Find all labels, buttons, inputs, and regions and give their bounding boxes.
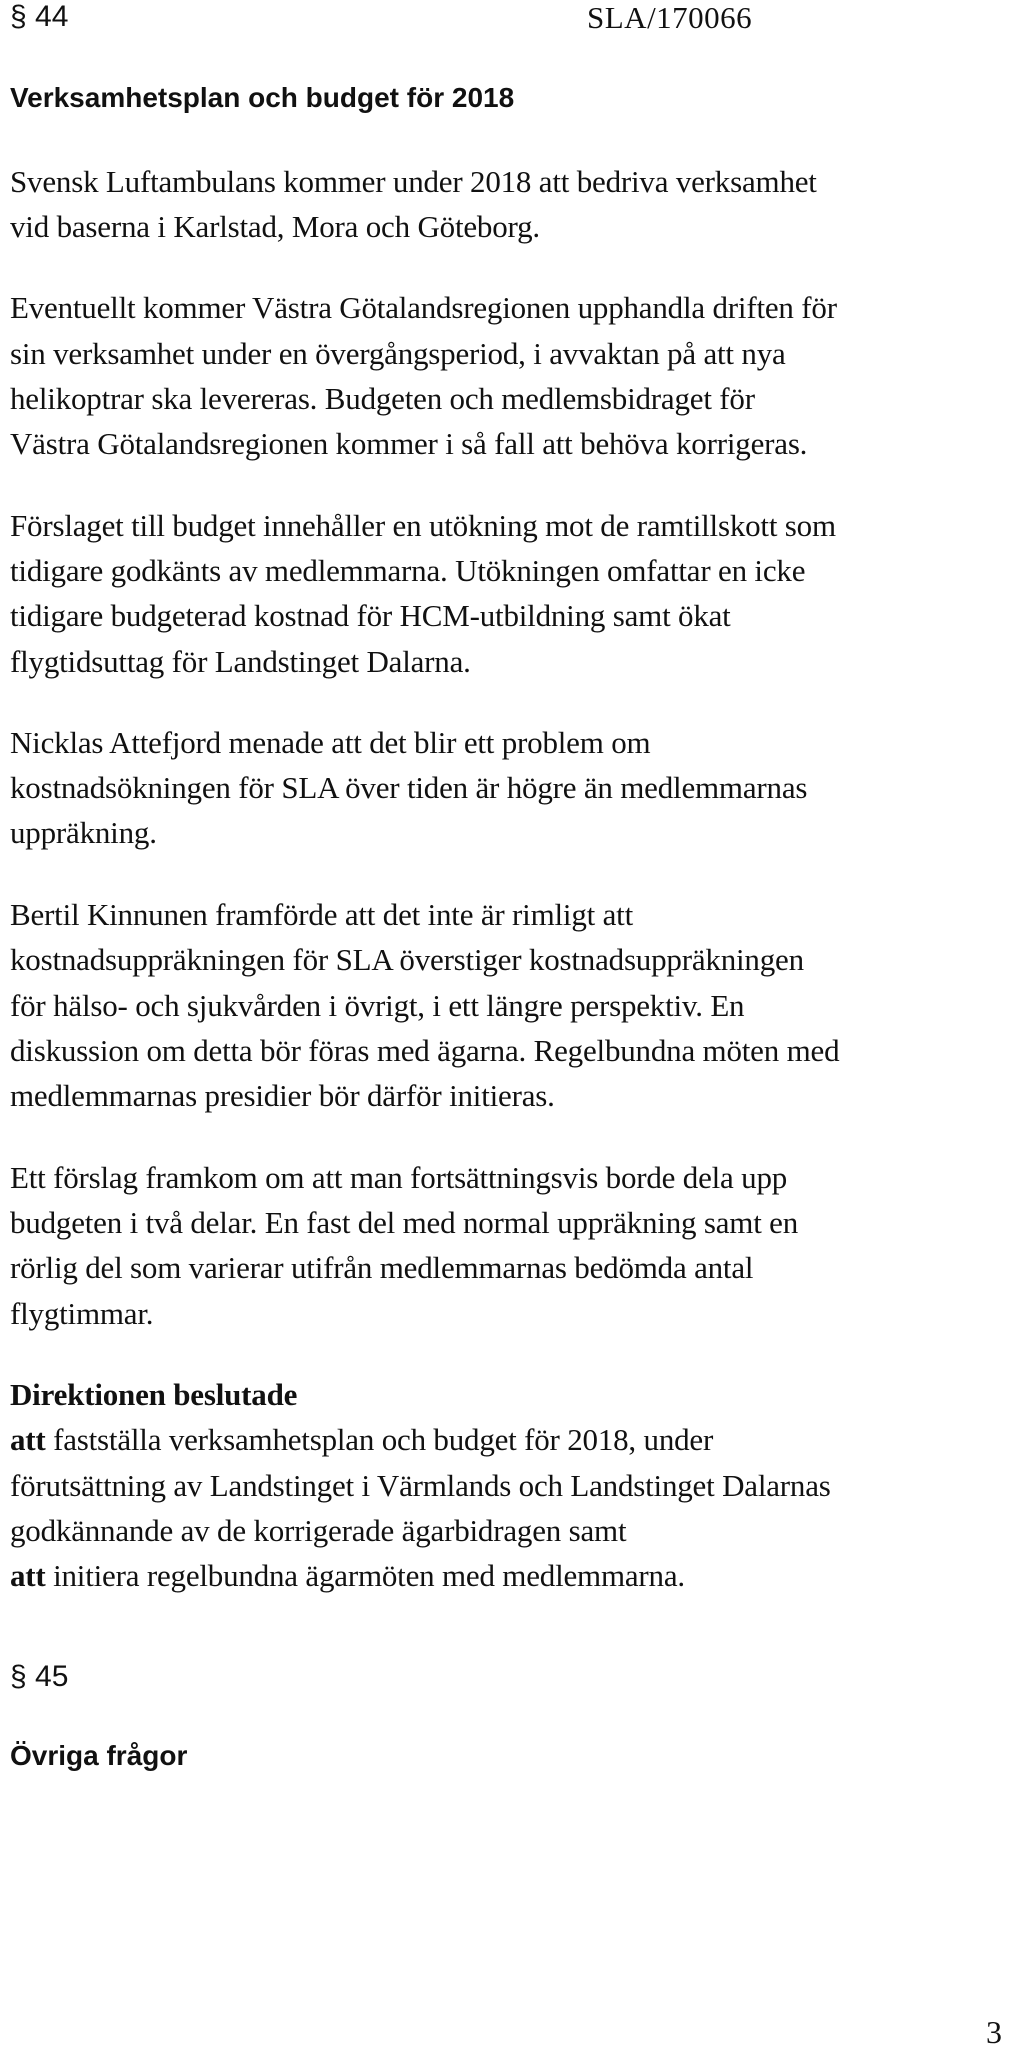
paragraph-line: för hälso- och sjukvården i övrigt, i ett längre perspektiv. En xyxy=(10,988,745,1023)
decision-text: initiera regelbundna ägarmöten med medlemmarna. xyxy=(45,1558,685,1593)
paragraph-line: vid baserna i Karlstad, Mora och Göteborg. xyxy=(10,209,540,244)
paragraph-line: budgeten i två delar. En fast del med normal uppräkning samt en xyxy=(10,1205,799,1240)
document-reference: SLA/170066 xyxy=(587,0,753,35)
decision-text: fastställa verksamhetsplan och budget för 2018, under xyxy=(45,1422,714,1457)
paragraph-line: Ett förslag framkom om att man fortsättningsvis borde dela upp xyxy=(10,1160,788,1195)
paragraph-line: Svensk Luftambulans kommer under 2018 att bedriva verksamhet xyxy=(10,164,817,199)
decision-line: godkännande av de korrigerade ägarbidragen samt xyxy=(10,1513,627,1548)
page-number: 3 xyxy=(986,2014,1002,2050)
paragraph-line: kostnadsökningen för SLA över tiden är högre än medlemmarnas xyxy=(10,770,808,805)
paragraph-line: rörlig del som varierar utifrån medlemmarnas bedömda antal xyxy=(10,1250,754,1285)
paragraph-line: Eventuellt kommer Västra Götalandsregionen upphandla driften för xyxy=(10,290,837,325)
paragraph-line: flygtimmar. xyxy=(10,1296,154,1331)
section-number-44: § 44 xyxy=(10,0,69,33)
paragraph-line: Förslaget till budget innehåller en utökning mot de ramtillskott som xyxy=(10,508,836,543)
paragraph-line: tidigare godkänts av medlemmarna. Utökningen omfattar en icke xyxy=(10,553,806,588)
decision-line xyxy=(10,1422,713,1458)
decision-line: förutsättning av Landstinget i Värmlands och Landstinget Dalarnas xyxy=(10,1468,831,1503)
decision-line xyxy=(10,1558,685,1594)
section-number-45: § 45 xyxy=(10,1660,69,1693)
paragraph-line: kostnadsuppräkningen för SLA överstiger kostnadsuppräkningen xyxy=(10,942,804,977)
paragraph-line: flygtidsuttag för Landstinget Dalarna. xyxy=(10,644,471,679)
section-title-other: Övriga frågor xyxy=(10,1740,188,1771)
section-title-budget: Verksamhetsplan och budget för 2018 xyxy=(10,82,515,113)
paragraph-line: tidigare budgeterad kostnad för HCM-utbildning samt ökat xyxy=(10,598,731,633)
decision-heading: Direktionen beslutade xyxy=(10,1377,298,1412)
paragraph-line: sin verksamhet under en övergångsperiod, i avvaktan på att nya xyxy=(10,336,786,371)
paragraph-line: diskussion om detta bör föras med ägarna. Regelbundna möten med xyxy=(10,1033,840,1068)
att-word: att xyxy=(10,1422,46,1457)
paragraph-line: uppräkning. xyxy=(10,815,157,850)
att-word: att xyxy=(10,1558,46,1593)
paragraph-line: Västra Götalandsregionen kommer i så fall att behöva korrigeras. xyxy=(10,426,808,461)
paragraph-line: medlemmarnas presidier bör därför initieras. xyxy=(10,1078,555,1113)
paragraph-line: Nicklas Attefjord menade att det blir ett problem om xyxy=(10,725,651,760)
paragraph-line: helikoptrar ska levereras. Budgeten och medlemsbidraget för xyxy=(10,381,755,416)
paragraph-line: Bertil Kinnunen framförde att det inte är rimligt att xyxy=(10,897,633,932)
